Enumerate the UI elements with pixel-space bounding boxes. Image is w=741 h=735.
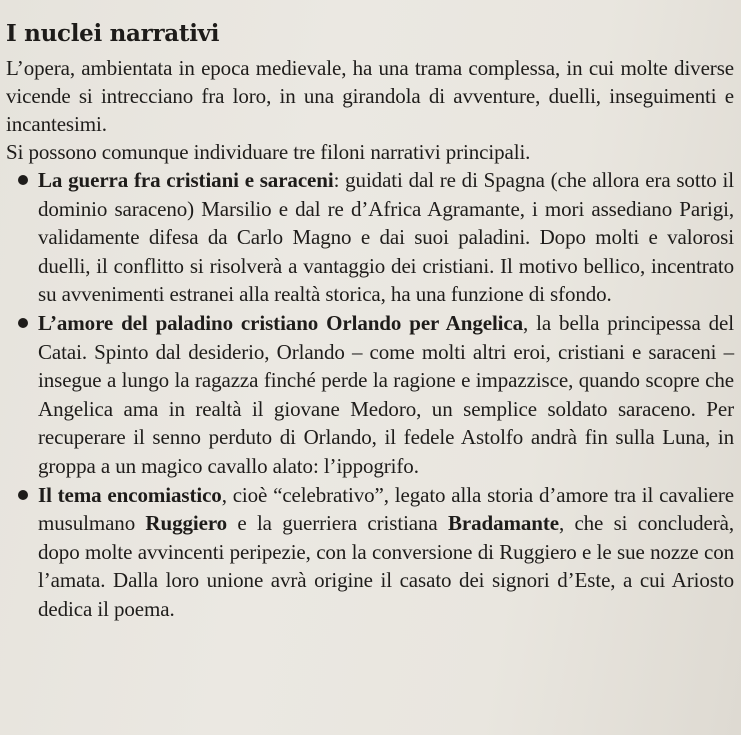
character-name: Bradamante (447, 511, 559, 536)
intro-paragraph: L’opera, ambientata in epoca medievale, ha una trama complessa, in cui molte diverse vicende si intrecciano fra loro, in una girandola di avventure, duelli, inseguimenti e incantesimi. (6, 56, 734, 136)
point-text: , cioè “celebrativo”, legato alla storia d’amore tra il cavaliere musulmano (38, 482, 734, 536)
point-text: , che si concluderà, dopo molte avvincenti peripezie, con la conversione di Ruggiero e le sue nozze con l’amata. Dalla loro unione avrà origine il casato dei signori d’Este, a cui Ariosto dedica il poema. (38, 511, 734, 621)
character-name: Ruggiero (145, 511, 228, 536)
summary-paragraph: Si possono comunque individuare tre filoni narrativi principali. (6, 140, 531, 164)
bullet-icon (18, 318, 28, 328)
point-lead: Il tema encomiastico (38, 482, 222, 507)
point-lead: L’amore del paladino cristiano Orlando per Angelica (38, 310, 524, 335)
narrative-threads-list (6, 166, 734, 624)
point-text: , la bella principessa del Catai. Spinto dal desiderio, Orlando – come molti altri eroi, cristiani e saraceni – insegue a lungo la ragazza finché perde la ragione e impazzisce, quando scopre che Angelica ama in realtà il giovane Medoro, un semplice soldato saraceno. Per recuperare il senno perduto di Orlando, il fedele Astolfo andrà fin sulla Luna, in groppa a un magico cavallo alato: l’ippogrifo. (38, 310, 734, 478)
bullet-icon (18, 490, 28, 500)
list-item-encomiastic (6, 481, 734, 624)
list-item-war (6, 166, 734, 309)
list-item-love (6, 309, 734, 481)
point-text: : guidati dal re di Spagna (che allora era sotto il dominio saraceno) Marsilio e dal re d’Africa Agramante, i mori assediano Parigi, validamente difesa da Carlo Magno e dai suoi paladini. Dopo molti e valorosi duelli, il conflitto si risolverà a vantaggio dei cristiani. Il motivo bellico, incentrato su avvenimenti estranei alla realtà storica, ha una funzione di sfondo. (38, 168, 734, 307)
bullet-icon (18, 175, 28, 185)
point-text: e la guerriera cristiana (227, 511, 448, 536)
section-heading: I nuclei narrativi (6, 20, 220, 47)
point-lead: La guerra fra cristiani e saraceni (38, 168, 334, 192)
document-page (6, 18, 734, 624)
